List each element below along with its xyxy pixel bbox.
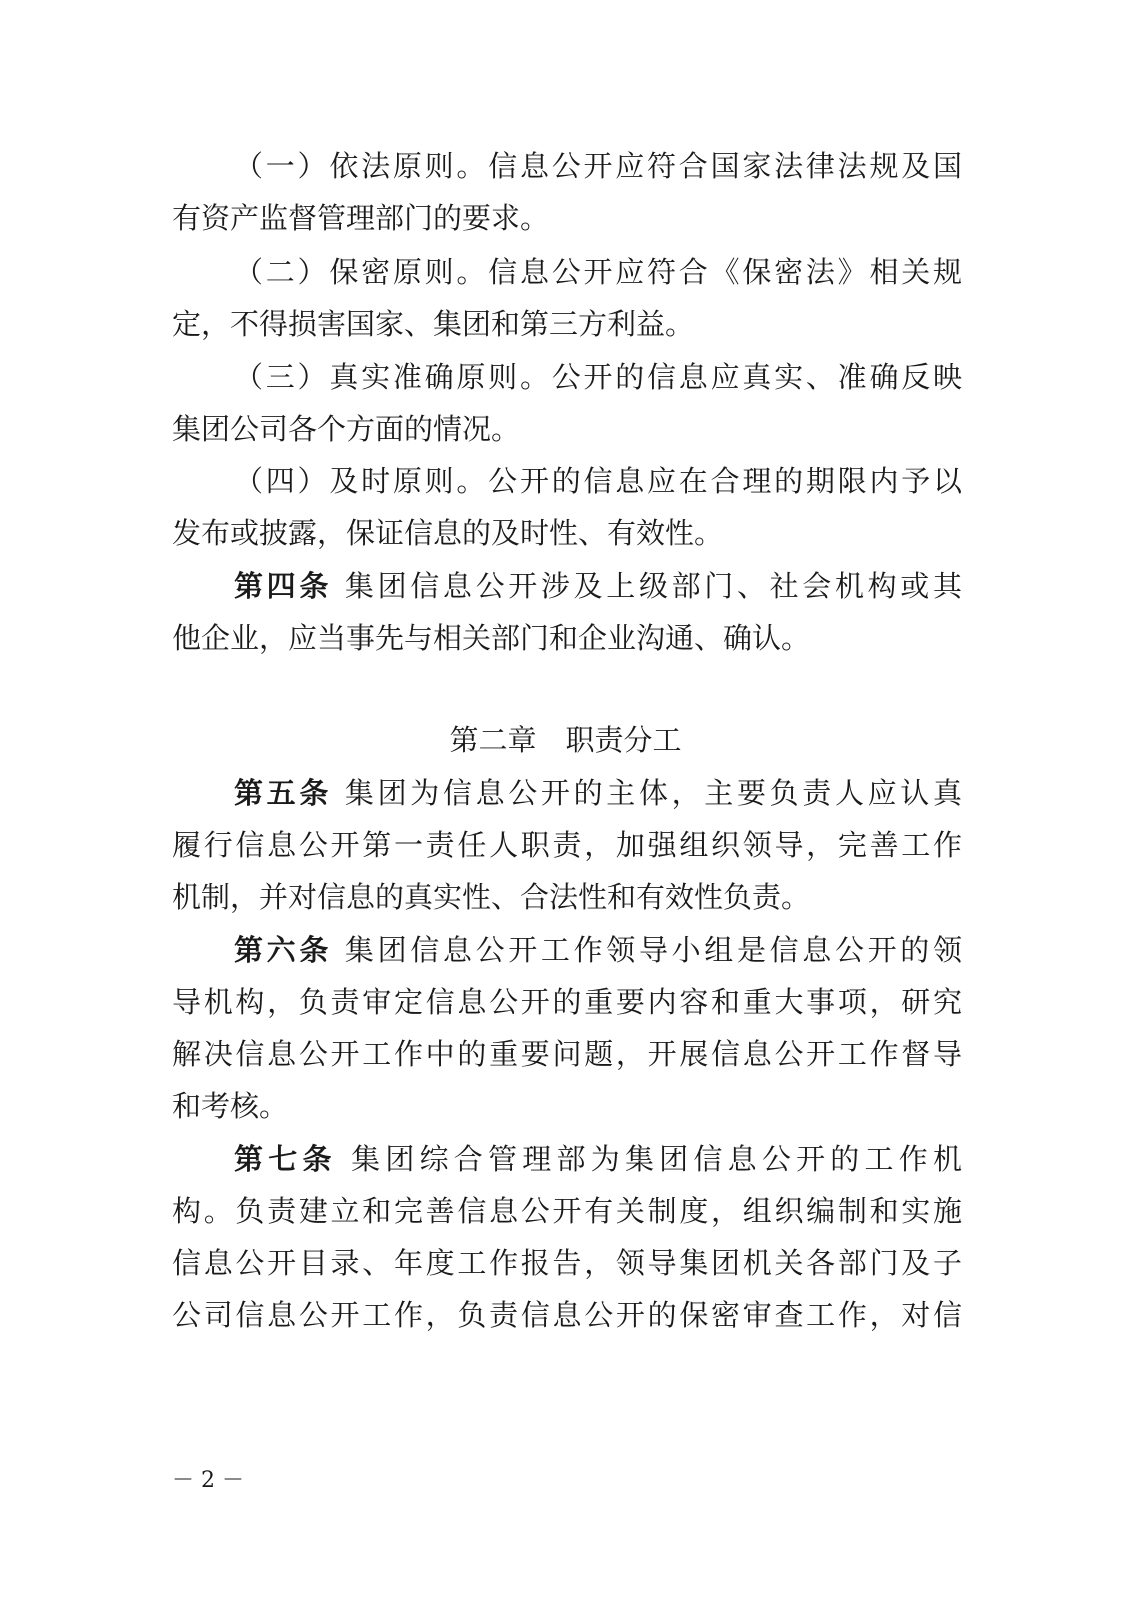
article-7-label: 第七条: [234, 1142, 337, 1176]
article-7-text: 集团综合管理部为集团信息公开的工作机: [336, 1142, 962, 1176]
article-6-text: 集团信息公开工作领导小组是信息公开的领: [332, 933, 962, 967]
article-6-label: 第六条: [234, 933, 333, 967]
principle-4-line-2: 发布或披露，保证信息的及时性、有效性。: [172, 516, 724, 550]
principle-4-line-1: （四）及时原则。公开的信息应在合理的期限内予以: [234, 464, 962, 498]
article-6-line-4: 和考核。: [172, 1089, 289, 1123]
article-7-line-2: 构。负责建立和完善信息公开有关制度，组织编制和实施: [172, 1194, 962, 1228]
principle-2-line-1: （二）保密原则。信息公开应符合《保密法》相关规: [234, 255, 962, 289]
article-4-line-1: [234, 566, 962, 606]
article-7-line-3: 信息公开目录、年度工作报告，领导集团机关各部门及子: [172, 1246, 962, 1280]
article-4-text: 集团信息公开涉及上级部门、社会机构或其: [332, 569, 962, 603]
article-4-label: 第四条: [234, 569, 333, 603]
article-4-line-2: 他企业，应当事先与相关部门和企业沟通、确认。: [172, 621, 811, 655]
article-7-line-1: [234, 1139, 962, 1179]
principle-2-line-2: 定，不得损害国家、集团和第三方利益。: [172, 307, 695, 341]
page-number: － 2 －: [172, 1468, 244, 1493]
principle-1-line-2: 有资产监督管理部门的要求。: [172, 201, 550, 235]
article-5-text: 集团为信息公开的主体，主要负责人应认真: [332, 776, 962, 810]
article-5-line-3: 机制，并对信息的真实性、合法性和有效性负责。: [172, 880, 811, 914]
article-5-line-1: [234, 773, 962, 813]
article-6-line-2: 导机构，负责审定信息公开的重要内容和重大事项，研究: [172, 985, 962, 1019]
article-5-line-2: 履行信息公开第一责任人职责，加强组织领导，完善工作: [172, 828, 962, 862]
article-7-line-4: 公司信息公开工作，负责信息公开的保密审查工作，对信: [172, 1298, 962, 1332]
article-5-label: 第五条: [234, 776, 333, 810]
principle-3-line-2: 集团公司各个方面的情况。: [172, 412, 521, 446]
principle-1-line-1: （一）依法原则。信息公开应符合国家法律法规及国: [234, 149, 962, 183]
principle-3-line-1: （三）真实准确原则。公开的信息应真实、准确反映: [234, 360, 962, 394]
article-6-line-1: [234, 930, 962, 970]
chapter-heading: 第二章 职责分工: [449, 723, 682, 757]
article-6-line-3: 解决信息公开工作中的重要问题，开展信息公开工作督导: [172, 1037, 962, 1071]
